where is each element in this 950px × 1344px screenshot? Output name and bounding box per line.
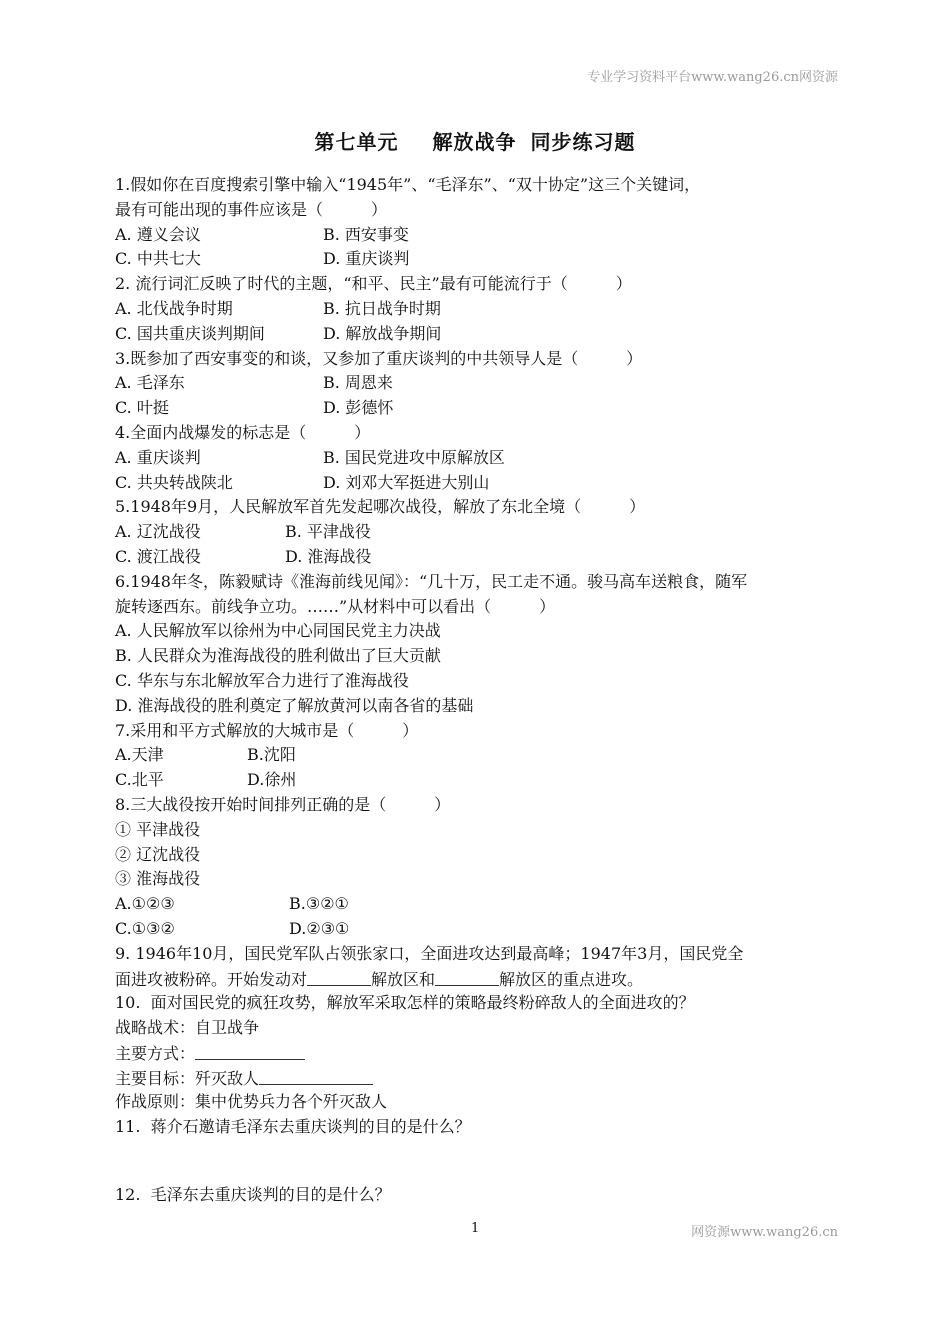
question-list [115,173,845,1208]
option-c: C. 华东与东北解放军合力进行了淮海战役 [115,670,409,690]
option-row [115,520,845,545]
option-d: D. 淮海战役 [285,546,372,566]
method-label: 主要方式： [115,1043,196,1063]
option-a: A. 遵义会议 [115,224,201,244]
option-a: A. 重庆谈判 [115,447,201,467]
option-b: B.沈阳 [247,745,296,765]
option-a: A. 毛泽东 [115,373,185,393]
option-row [115,396,845,421]
strategy-line: 战略战术：自卫战争 [115,1018,260,1038]
question-1-text: 1.假如你在百度搜索引擎中输入“1945年”、“毛泽东”、“双十协定”这三个关键词， [115,175,701,194]
title-type: 同步练习题 [530,130,636,154]
page-number: 1 [471,1221,480,1236]
option-d: D. 解放战争期间 [323,323,442,343]
header-watermark: 专业学习资料平台www.wang26.cn网资源 [587,70,838,85]
question-7-text: 7.采用和平方式解放的大城市是（ ） [115,720,419,740]
option-a: A. 人民解放军以徐州为中心同国民党主力决战 [115,621,441,641]
goal-line [115,1066,845,1091]
option-row [115,371,845,396]
option-c: C. 渡江战役 [115,546,201,566]
option-c: C. 共央转战陕北 [115,472,233,492]
option-row [115,247,845,272]
option-a: A. 辽沈战役 [115,522,201,542]
question-9-text-cont [115,967,845,992]
question-12-text: 12. 毛泽东去重庆谈判的目的是什么？ [115,1185,391,1205]
option-row [115,297,845,322]
answer-space[interactable] [115,1140,845,1183]
option-b: B. 西安事变 [323,224,409,244]
question-1-text-cont: 最有可能出现的事件应该是（ ） [115,199,388,219]
question-9-text: 9. 1946年10月，国民党军队占领张家口，全面进攻达到最高峰；1947年3月，国民党全 [115,943,744,963]
option-row [115,446,845,471]
option-d: D.②③① [289,918,350,938]
option-d: D. 淮海战役的胜利奠定了解放黄河以南各省的基础 [115,695,474,715]
option-d: D. 彭德怀 [323,398,394,418]
option-b: B. 国民党进攻中原解放区 [323,447,505,467]
option-c: C. 中共七大 [115,249,201,269]
fill-text: 解放区的重点进攻。 [499,969,644,989]
question-8-text: 8.三大战役按开始时间排列正确的是（ ） [115,794,451,814]
option-row [115,322,845,347]
option-row [115,892,845,917]
option-c: C. 叶挺 [115,398,169,418]
page-title [0,126,950,155]
option-row [115,223,845,248]
question-6-text-cont: 旋转逐西东。前线争立功。……”从材料中可以看出（ ） [115,596,556,616]
option-b: B. 平津战役 [285,522,371,542]
title-unit: 第七单元 [314,130,399,154]
option-row [115,743,845,768]
fill-text: 解放区和 [371,969,436,989]
option-c: C.①③② [115,918,175,938]
answer-blank[interactable] [259,1066,373,1085]
footer-watermark: 网资源www.wang26.cn [691,1225,838,1240]
option-a: A.①②③ [115,894,175,914]
option-b: B. 人民群众为淮海战役的胜利做出了巨大贡献 [115,646,441,666]
option-d: D.徐州 [247,770,297,790]
option-row [115,471,845,496]
list-item: ③ 淮海战役 [115,869,201,889]
question-11-text: 11. 蒋介石邀请毛泽东去重庆谈判的目的是什么？ [115,1117,471,1137]
title-topic: 解放战争 [432,130,517,154]
answer-blank[interactable] [195,1041,305,1060]
option-c: C. 国共重庆谈判期间 [115,323,265,343]
list-item: ① 平津战役 [115,819,201,839]
option-b: B. 抗日战争时期 [323,298,441,318]
option-a: A.天津 [115,745,164,765]
goal-label: 主要目标：歼灭敌人 [115,1068,260,1088]
question-2-text: 2. 流行词汇反映了时代的主题，“和平、民主”最有可能流行于（ ） [115,274,632,294]
question-5-text: 5.1948年9月，人民解放军首先发起哪次战役，解放了东北全境（ ） [115,497,646,517]
option-row [115,545,845,570]
question-6-text: 6.1948年冬，陈毅赋诗《淮海前线见闻》：“几十万，民工走不通。骏马高车送粮食，随军 [115,571,748,591]
option-d: D. 重庆谈判 [323,249,410,269]
question-4-text: 4.全面内战爆发的标志是（ ） [115,422,371,442]
answer-blank[interactable] [435,967,499,986]
question-10-text: 10. 面对国民党的疯狂攻势，解放军采取怎样的策略最终粉碎敌人的全面进攻的？ [115,993,695,1013]
answer-blank[interactable] [307,967,371,986]
option-row [115,768,845,793]
method-line [115,1041,845,1066]
fill-text: 面进攻被粉碎。开始发动对 [115,969,308,989]
option-row [115,917,845,942]
principle-line: 作战原则：集中优势兵力各个歼灭敌人 [115,1092,388,1112]
option-c: C.北平 [115,770,164,790]
question-3-text: 3.既参加了西安事变的和谈，又参加了重庆谈判的中共领导人是（ ） [115,348,643,368]
list-item: ② 辽沈战役 [115,844,201,864]
option-a: A. 北伐战争时期 [115,298,233,318]
option-b: B. 周恩来 [323,373,393,393]
option-d: D. 刘邓大军挺进大别山 [323,472,490,492]
option-b: B.③②① [289,894,349,914]
